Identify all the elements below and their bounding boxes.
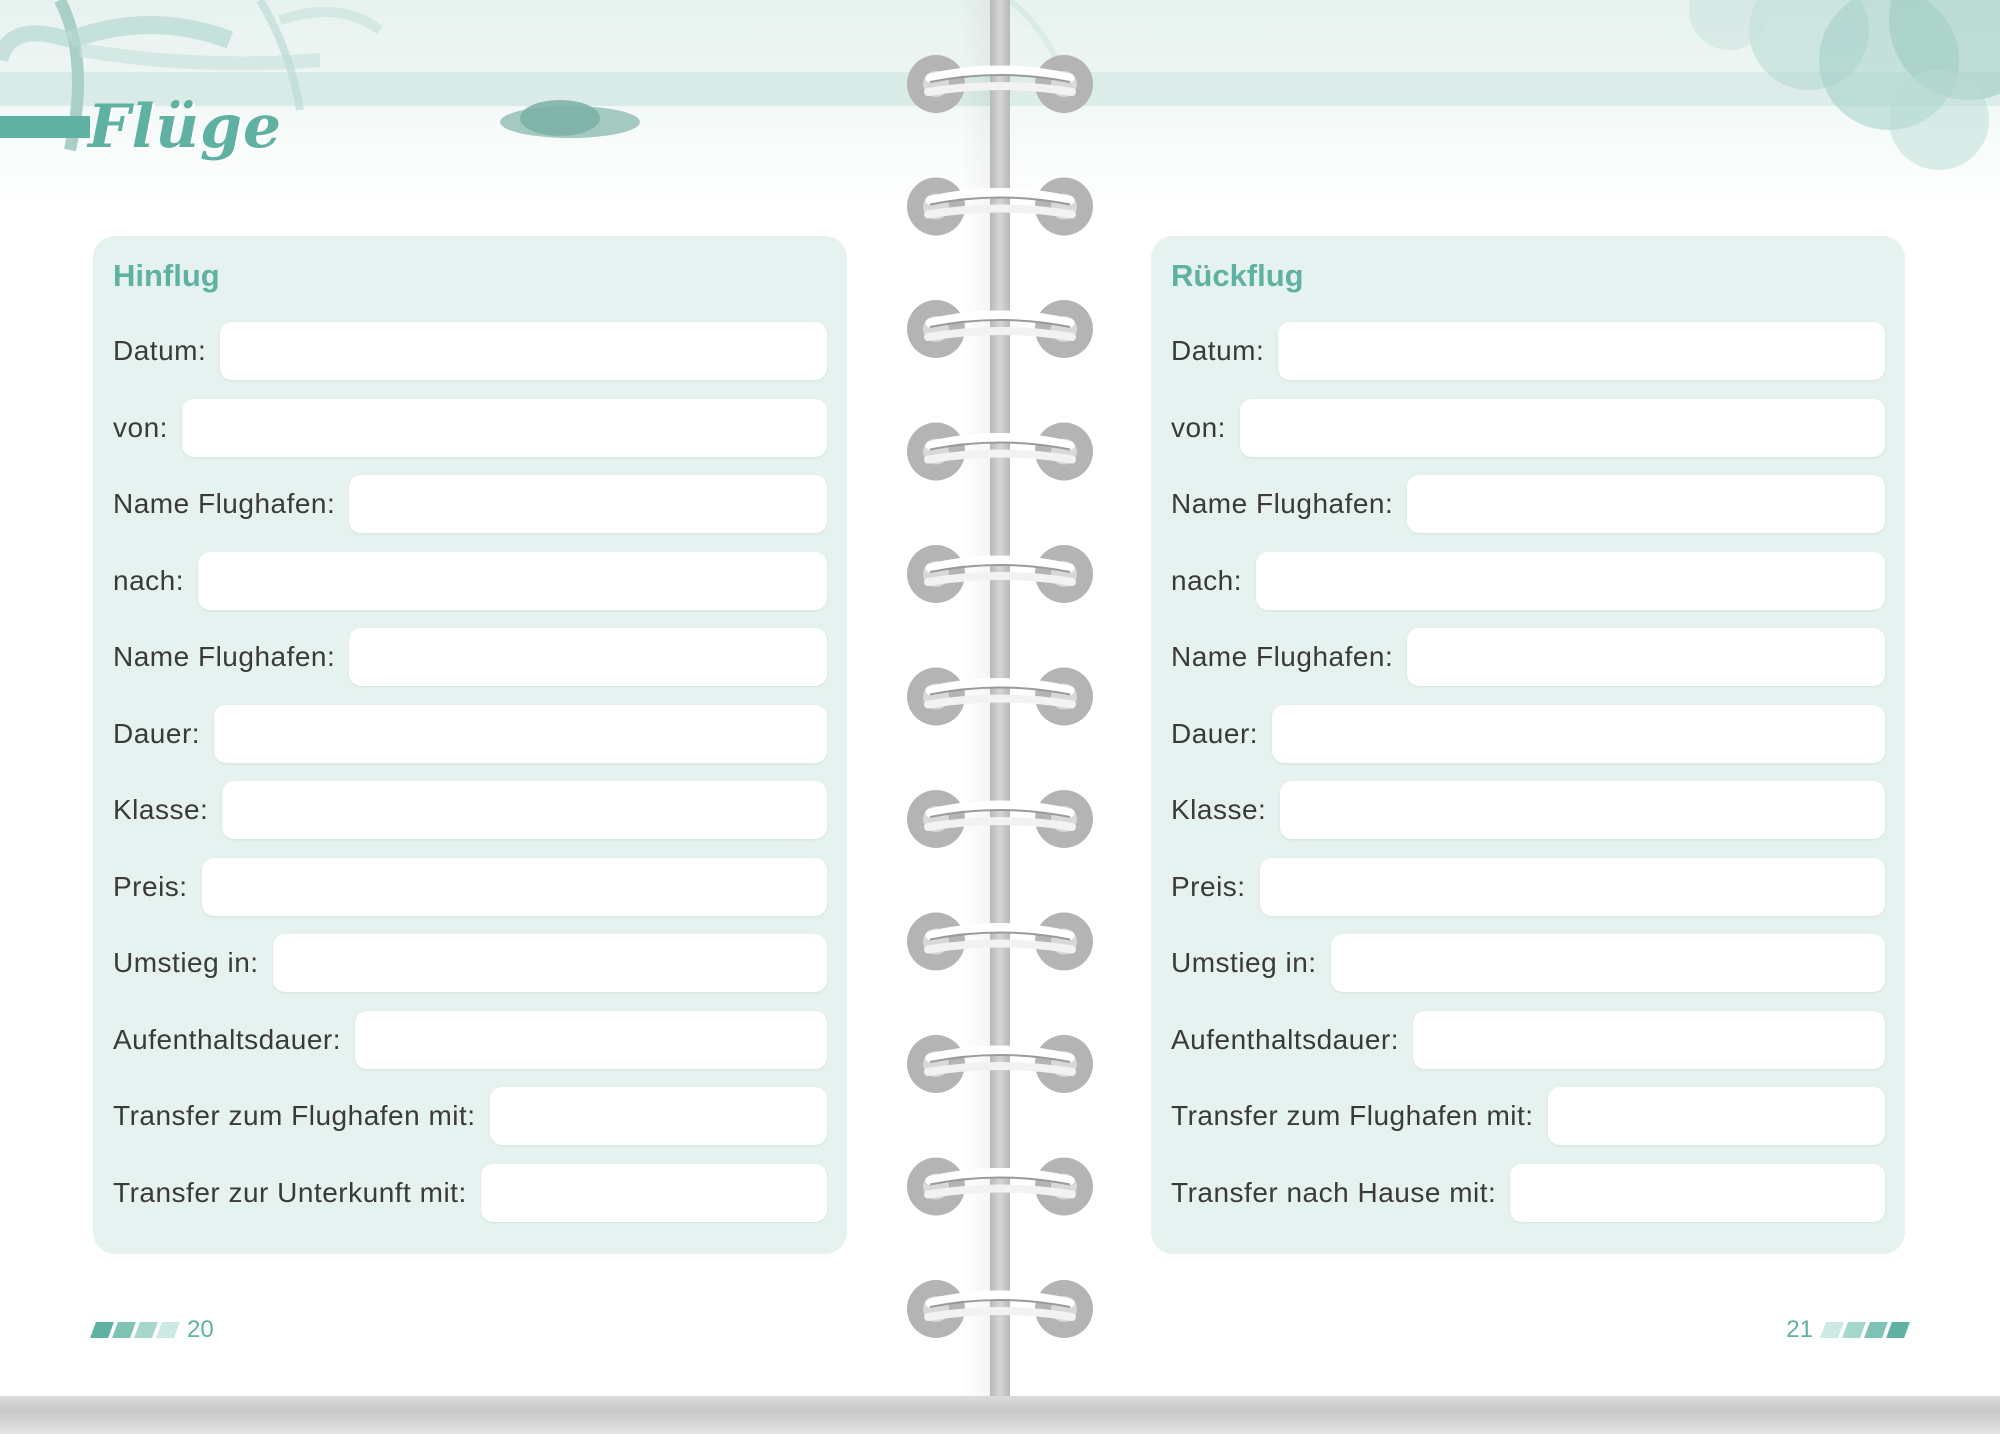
name-flughafen-input[interactable]: [349, 628, 827, 686]
page-number-text: 21: [1786, 1316, 1813, 1343]
field-label: Dauer:: [1171, 717, 1259, 749]
page-stack-edge: [0, 1396, 2000, 1434]
name-flughafen-input[interactable]: [1407, 475, 1885, 533]
form-row-transfer-zur-unterkunft-mit: [113, 1164, 827, 1222]
form-row-transfer-zum-flughafen-mit: [1171, 1087, 1885, 1145]
aufenthaltsdauer-input[interactable]: [355, 1011, 827, 1069]
dauer-input[interactable]: [214, 705, 827, 763]
field-label: von:: [1171, 411, 1226, 443]
form-row-datum: [113, 322, 827, 380]
form-row-von: [113, 399, 827, 457]
field-label: Datum:: [1171, 335, 1265, 366]
form-row-von: [1171, 399, 1885, 457]
spiral-ring: [907, 55, 1093, 113]
spiral-ring: [907, 1280, 1093, 1338]
form-row-dauer: [1171, 705, 1885, 763]
field-label: Name Flughafen:: [113, 488, 336, 519]
hinflug-title: Hinflug: [113, 258, 220, 293]
stripe-2: [1842, 1322, 1866, 1338]
beach-header-image-right: [1009, 0, 2000, 210]
form-row-aufenthaltsdauer: [1171, 1011, 1885, 1069]
tree-beach-illustration: [1009, 0, 2000, 210]
field-label: Klasse:: [113, 794, 209, 825]
spiral-ring: [907, 668, 1093, 726]
spiral-ring: [907, 1158, 1093, 1216]
field-label: Umstieg in:: [113, 947, 259, 978]
stripe-3: [1864, 1322, 1888, 1338]
klasse-input[interactable]: [222, 781, 827, 839]
spiral-ring: [907, 545, 1093, 603]
stripe-marker-icon: [1823, 1322, 1907, 1338]
field-label: Transfer zum Flughafen mit:: [1171, 1100, 1534, 1131]
transfer-zur-unterkunft-mit-input[interactable]: [481, 1164, 827, 1222]
spiral-ring: [907, 300, 1093, 358]
form-row-preis: [1171, 858, 1885, 916]
stripe-4: [1886, 1322, 1910, 1338]
nach-input[interactable]: [198, 552, 827, 610]
stripe-1: [1820, 1322, 1844, 1338]
form-row-aufenthaltsdauer: [113, 1011, 827, 1069]
nach-input[interactable]: [1256, 552, 1885, 610]
form-row-name-flughafen: [1171, 475, 1885, 533]
spiral-ring: [907, 913, 1093, 971]
field-label: Name Flughafen:: [1171, 641, 1394, 672]
form-row-umstieg-in: [1171, 934, 1885, 992]
field-label: Aufenthaltsdauer:: [113, 1023, 341, 1055]
field-label: Transfer nach Hause mit:: [1171, 1176, 1497, 1208]
page-number-text: 20: [187, 1316, 214, 1343]
datum-input[interactable]: [220, 322, 827, 380]
page-number-right: [1786, 1316, 1907, 1344]
title-accent-bar: [0, 116, 90, 138]
right-page: [1009, 0, 2000, 1396]
field-label: Datum:: [113, 335, 207, 366]
left-page: [0, 0, 991, 1396]
umstieg-in-input[interactable]: [1331, 934, 1885, 992]
form-row-transfer-zum-flughafen-mit: [113, 1087, 827, 1145]
stripe-4: [156, 1322, 180, 1338]
spiral-ring: [907, 1035, 1093, 1093]
transfer-zum-flughafen-mit-input[interactable]: [490, 1087, 827, 1145]
datum-input[interactable]: [1278, 322, 1885, 380]
form-row-transfer-nach-hause-mit: [1171, 1164, 1885, 1222]
form-row-name-flughafen: [1171, 628, 1885, 686]
form-row-klasse: [1171, 781, 1885, 839]
spiral-binding-icon: [900, 0, 1100, 1400]
form-row-name-flughafen: [113, 475, 827, 533]
stripe-1: [90, 1322, 114, 1338]
field-label: Name Flughafen:: [113, 641, 336, 672]
field-label: Preis:: [113, 870, 188, 902]
transfer-zum-flughafen-mit-input[interactable]: [1548, 1087, 1885, 1145]
stripe-2: [112, 1322, 136, 1338]
form-row-preis: [113, 858, 827, 916]
field-label: Dauer:: [113, 717, 201, 749]
aufenthaltsdauer-input[interactable]: [1413, 1011, 1885, 1069]
form-row-dauer: [113, 705, 827, 763]
form-row-name-flughafen: [113, 628, 827, 686]
dauer-input[interactable]: [1272, 705, 1885, 763]
field-label: Transfer zum Flughafen mit:: [113, 1100, 476, 1131]
field-label: Aufenthaltsdauer:: [1171, 1023, 1399, 1055]
hinflug-card: [93, 236, 847, 1254]
form-row-klasse: [113, 781, 827, 839]
preis-input[interactable]: [202, 858, 827, 916]
form-row-datum: [1171, 322, 1885, 380]
transfer-nach-hause-mit-input[interactable]: [1510, 1164, 1885, 1222]
rueckflug-title: Rückflug: [1171, 258, 1304, 293]
field-label: Umstieg in:: [1171, 947, 1317, 978]
name-flughafen-input[interactable]: [1407, 628, 1885, 686]
stripe-marker-icon: [93, 1322, 177, 1338]
field-label: Name Flughafen:: [1171, 488, 1394, 519]
field-label: nach:: [113, 564, 184, 596]
field-label: Klasse:: [1171, 794, 1267, 825]
rueckflug-card: [1151, 236, 1905, 1254]
field-label: von:: [113, 411, 168, 443]
page-title: Flüge: [88, 92, 283, 162]
form-row-umstieg-in: [113, 934, 827, 992]
form-row-nach: [113, 552, 827, 610]
spiral-ring: [907, 790, 1093, 848]
preis-input[interactable]: [1260, 858, 1885, 916]
spiral-ring: [907, 423, 1093, 481]
form-row-nach: [1171, 552, 1885, 610]
spiral-ring: [907, 178, 1093, 236]
page-number-left: [93, 1316, 214, 1344]
field-label: nach:: [1171, 564, 1242, 596]
von-input[interactable]: [182, 399, 827, 457]
umstieg-in-input[interactable]: [273, 934, 827, 992]
field-label: Preis:: [1171, 870, 1246, 902]
field-label: Transfer zur Unterkunft mit:: [113, 1176, 467, 1208]
von-input[interactable]: [1240, 399, 1885, 457]
name-flughafen-input[interactable]: [349, 475, 827, 533]
stripe-3: [134, 1322, 158, 1338]
klasse-input[interactable]: [1280, 781, 1885, 839]
